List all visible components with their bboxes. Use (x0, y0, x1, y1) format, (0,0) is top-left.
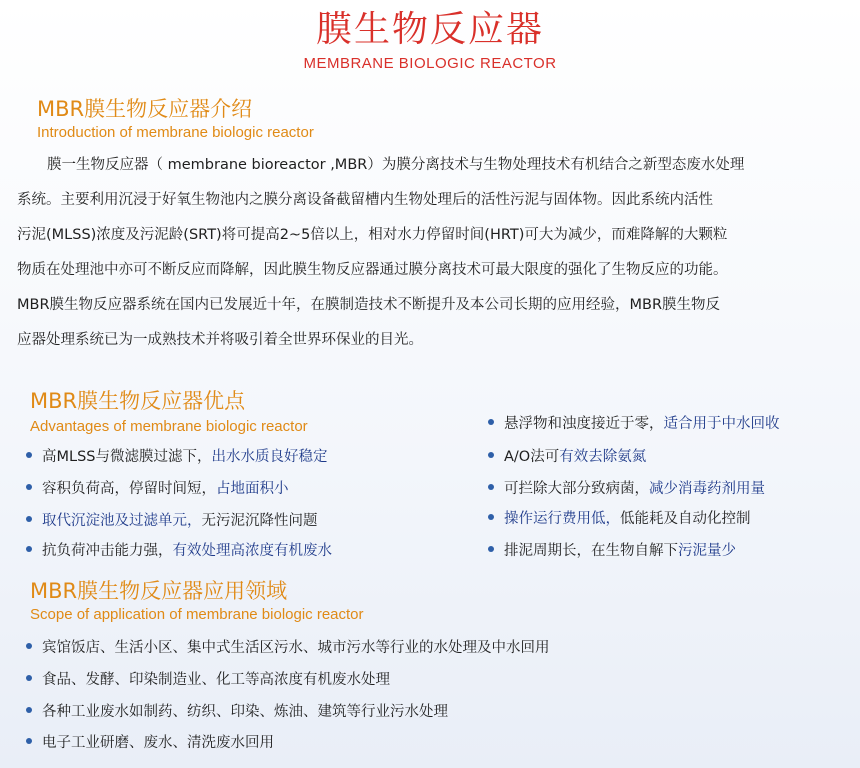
bullet-dot-icon (26, 643, 32, 649)
advantage-item: 容积负荷高，停留时间短，占地面积小 (26, 479, 289, 499)
bullet-dot-icon (488, 546, 494, 552)
bullet-dot-icon (26, 546, 32, 552)
advantage-item: A/O法可有效去除氨氮 (488, 447, 646, 467)
intro-title: MBR膜生物反应器介绍 (37, 97, 253, 121)
intro-title-en: Introduction of membrane biologic reactor (37, 124, 314, 141)
intro-line: 系统。主要利用沉浸于好氧生物池内之膜分离设备截留槽内生物处理后的活性污泥与固体物。因此系统内活性 (17, 192, 713, 208)
advantage-item: 可拦除大部分致病菌，减少消毒药剂用量 (488, 479, 765, 499)
bullet-dot-icon (26, 707, 32, 713)
bullet-dot-icon (26, 484, 32, 490)
bullet-dot-icon (488, 419, 494, 425)
scope-item: 宾馆饭店、生活小区、集中式生活区污水、城市污水等行业的水处理及中水回用 (26, 638, 550, 658)
intro-paragraph (17, 148, 847, 358)
intro-line: 应器处理系统已为一成熟技术并将吸引着全世界环保业的目光。 (17, 332, 423, 348)
advantages-title: MBR膜生物反应器优点 (30, 389, 246, 413)
advantage-item: 操作运行费用低，低能耗及自动化控制 (488, 509, 751, 529)
bullet-dot-icon (488, 484, 494, 490)
scope-item: 食品、发酵、印染制造业、化工等高浓度有机废水处理 (26, 670, 390, 690)
advantage-item: 高MLSS与微滤膜过滤下，出水水质良好稳定 (26, 447, 328, 467)
bullet-dot-icon (26, 452, 32, 458)
bullet-dot-icon (26, 675, 32, 681)
advantages-title-en: Advantages of membrane biologic reactor (30, 418, 308, 435)
scope-title-en: Scope of application of membrane biologic reactor (30, 606, 364, 623)
scope-item: 各种工业废水如制药、纺织、印染、炼油、建筑等行业污水处理 (26, 702, 448, 722)
bullet-dot-icon (26, 516, 32, 522)
intro-line: MBR膜生物反应器系统在国内已发展近十年，在膜制造技术不断提升及本公司长期的应用经验，MBR膜生物反 (17, 297, 721, 313)
bullet-dot-icon (488, 514, 494, 520)
intro-line: 膜一生物反应器（ membrane bioreactor ,MBR）为膜分离技术与生物处理技术有机结合之新型态废水处理 (47, 157, 745, 173)
advantage-item: 取代沉淀池及过滤单元，无污泥沉降性问题 (26, 511, 318, 531)
bullet-dot-icon (488, 452, 494, 458)
advantage-item: 悬浮物和浊度接近于零，适合用于中水回收 (488, 414, 780, 434)
advantage-item: 抗负荷冲击能力强，有效处理高浓度有机废水 (26, 541, 332, 561)
bullet-dot-icon (26, 738, 32, 744)
page-title: 膜生物反应器 (315, 9, 544, 50)
intro-line: 物质在处理池中亦可不断反应而降解，因此膜生物反应器通过膜分离技术可最大限度的强化了生物反应的功能。 (17, 262, 728, 278)
advantage-item: 排泥周期长，在生物自解下污泥量少 (488, 541, 736, 561)
scope-title: MBR膜生物反应器应用领域 (30, 579, 288, 603)
scope-item: 电子工业研磨、废水、清洗废水回用 (26, 733, 274, 753)
intro-line: 污泥(MLSS)浓度及污泥龄(SRT)将可提高2~5倍以上，相对水力停留时间(HRT)可大为减少，而难降解的大颗粒 (17, 227, 728, 243)
page-subtitle: MEMBRANE BIOLOGIC REACTOR (303, 55, 557, 72)
